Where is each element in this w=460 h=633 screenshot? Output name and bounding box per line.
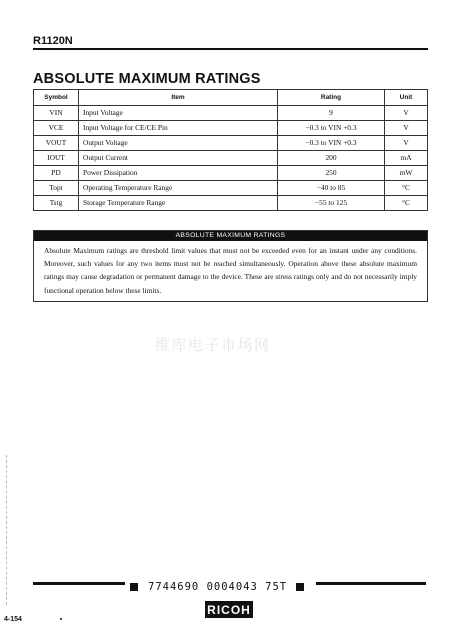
table-row	[34, 166, 428, 181]
row-item: Power Dissipation	[79, 166, 278, 181]
row-item: Input Voltage for CE/CE Pin	[79, 121, 278, 136]
row-item: Storage Temperature Range	[79, 196, 278, 211]
ricoh-logo	[205, 601, 253, 618]
barcode-text: 7744690 0004043 75T	[148, 581, 288, 593]
table-header-row	[34, 90, 428, 106]
row-symbol: VCE	[34, 121, 79, 136]
header-unit: Unit	[385, 90, 428, 106]
section-title: ABSOLUTE MAXIMUM RATINGS	[33, 71, 261, 87]
row-unit: °C	[385, 181, 428, 196]
row-rating: −40 to 85	[278, 181, 385, 196]
ratings-note-box	[33, 230, 428, 302]
header-rule	[33, 48, 428, 50]
table-row	[34, 151, 428, 166]
footer-rule-right	[316, 582, 426, 585]
row-rating: −55 to 125	[278, 196, 385, 211]
row-item: Output Current	[79, 151, 278, 166]
absolute-max-ratings-table	[33, 89, 428, 211]
footer-block-left	[130, 583, 138, 591]
row-symbol: VIN	[34, 106, 79, 121]
row-symbol: PD	[34, 166, 79, 181]
row-unit: mW	[385, 166, 428, 181]
footer-rule-left	[33, 582, 125, 585]
row-item: Output Voltage	[79, 136, 278, 151]
table-row	[34, 106, 428, 121]
document-model-header: R1120N	[33, 35, 73, 47]
row-rating: −0.3 to VIN +0.3	[278, 121, 385, 136]
header-item: Item	[79, 90, 278, 106]
header-symbol: Symbol	[34, 90, 79, 106]
table-row	[34, 121, 428, 136]
row-unit: V	[385, 121, 428, 136]
footer-block-right	[296, 583, 304, 591]
row-item: Input Voltage	[79, 106, 278, 121]
note-text: Absolute Maximum ratings are threshold limit values that must not be exceeded even for an instant under any conditions. Moreover, such values for any two items must not be reached simultaneously. Operation above these absolute maximum ratings may cause degradation or permanent damage to the device. These are stress ratings only and do not necessarily imply functional operation below these limits.	[44, 246, 417, 295]
row-rating: −0.3 to VIN +0.3	[278, 136, 385, 151]
row-rating: 9	[278, 106, 385, 121]
row-symbol: Tstg	[34, 196, 79, 211]
row-rating: 200	[278, 151, 385, 166]
note-title: ABSOLUTE MAXIMUM RATINGS	[34, 231, 427, 241]
watermark-text: 维库电子市场网	[155, 336, 271, 354]
page-number: 4-154	[4, 616, 22, 623]
table-row	[34, 196, 428, 211]
row-symbol: Topt	[34, 181, 79, 196]
row-unit: V	[385, 136, 428, 151]
row-unit: V	[385, 106, 428, 121]
row-symbol: IOUT	[34, 151, 79, 166]
row-rating: 250	[278, 166, 385, 181]
table-row	[34, 181, 428, 196]
row-item: Operating Temperature Range	[79, 181, 278, 196]
row-unit: °C	[385, 196, 428, 211]
scan-dot	[60, 618, 62, 620]
table-row	[34, 136, 428, 151]
row-unit: mA	[385, 151, 428, 166]
scan-edge-mark	[6, 455, 7, 605]
row-symbol: VOUT	[34, 136, 79, 151]
header-rating: Rating	[278, 90, 385, 106]
svg-text:RICOH: RICOH	[207, 603, 251, 617]
